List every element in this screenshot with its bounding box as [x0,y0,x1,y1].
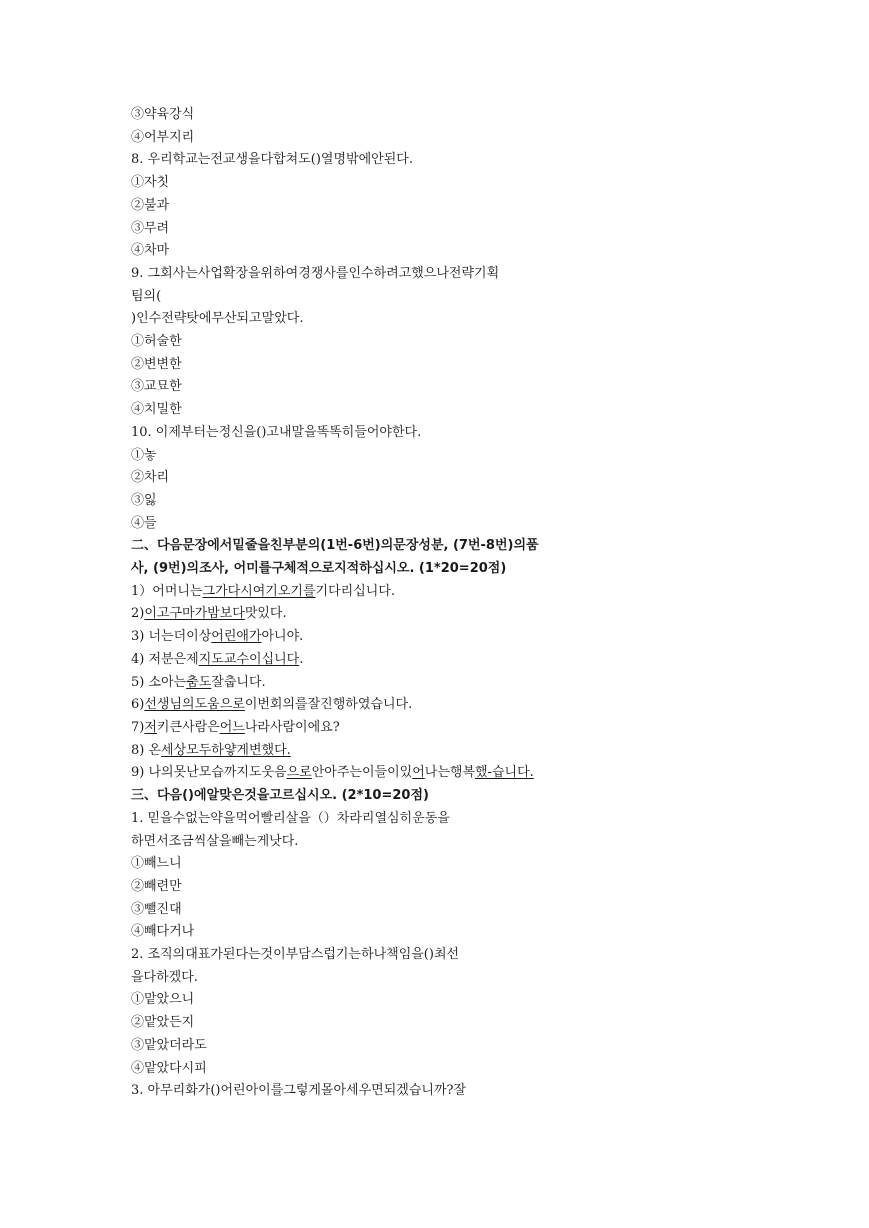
question-10: 10. 이제부터는정신을()고내말을똑똑히들어야한다. [131,424,422,440]
underlined-part: 춤도 [186,674,212,690]
text-line: ①맡았으니 [131,992,195,1008]
text-line: ③맡았더라도 [131,1037,207,1053]
question-1: 1. 믿을수없는약을먹어빨리살을（）차라리열심히운동을 [131,810,450,826]
question-9: 9. 그회사는사업확장을위하여경쟁사를인수하려고했으나전략기획 [131,265,500,281]
text-line: ①빼느니 [131,856,182,872]
text-line: ②빼련만 [131,878,182,894]
text-line: 을다하겠다. [131,969,198,985]
underlined-part: 지도교수이십니다 [198,651,300,667]
text-line: ②차리 [131,470,170,486]
text-line: ②맡았든지 [131,1015,195,1031]
sentence-item-5: 5) 소아는춤도잘춥니다. [131,674,266,690]
text-line: 하면서조금씩살을빼는게낫다. [131,833,299,849]
sentence-item-1: 1）어머니는그가다시여기오기를기다리십니다. [131,583,396,599]
text-line: ④차마 [131,243,170,259]
text-line: ②변변한 [131,356,182,372]
text-line: ③무려 [131,220,170,236]
sentence-item-4: 4) 저분은제지도교수이십니다. [131,651,304,667]
text-line: ④빼다거나 [131,924,195,940]
text-line: ④어부지리 [131,129,195,145]
underlined-part: 이고구마가밤보다 [144,606,245,622]
section-3-title: 三、다음()에알맞은것을고르십시오. (2*10=20점) [131,788,429,804]
text-line: ③약육강식 [131,107,195,122]
underlined-part: 저 [144,719,157,735]
text-line: ①놓 [131,447,157,463]
underlined-part: 으로 [286,765,312,781]
text-line: ③뺄진대 [131,901,182,917]
question-2: 2. 조직의대표가된다는것이부담스럽기는하나책임을()최선 [131,947,460,963]
sentence-item-7: 7)저키큰사람은어느나라사람이에요? [131,719,340,735]
text-line: 팀의( [131,288,162,304]
underlined-part: 어린애가 [211,629,262,645]
sentence-item-9: 9) 나의못난모습까지도웃음으로안아주는이들이있어나는행복했-습니다. [131,765,534,781]
text-line: ③교묘한 [131,379,182,395]
section-2-title: 二、다음문장에서밑줄을친부분의(1번-6번)의문장성분, (7번-8번)의품 [131,538,539,554]
text-line: ①자칫 [131,175,170,191]
text-line: ③잃 [131,492,157,508]
text-line: ④치밀한 [131,402,182,418]
text-line: ②불과 [131,197,170,213]
document-page [131,104,731,1103]
question-8: 8. 우리학교는전교생을다합쳐도()열명밖에안된다. [131,152,413,168]
text-line: ①허술한 [131,334,182,350]
underlined-part: 선생님의도움으로 [144,697,245,713]
sentence-item-2: 2)이고구마가밤보다맛있다. [131,606,287,622]
underlined-part: 했-습니다. [475,765,534,781]
underlined-part: 세상모두하얗게변했다. [161,742,291,758]
text-line: ④들 [131,515,157,531]
underlined-part: 그가다시여기오기를 [202,583,316,599]
text-line: )인수전략탓에무산되고말았다. [131,311,304,327]
sentence-item-6: 6)선생님의도움으로이번회의를잘진행하였습니다. [131,697,413,713]
text-line: ④맡았다시피 [131,1060,207,1076]
question-3: 3. 아무리화가()어린아이를그렇게몰아세우면되겠습니까?잘 [131,1083,467,1099]
underlined-part: 어 [412,765,425,781]
section-2-title: 사, (9번)의조사, 어미를구체적으로지적하십시오. (1*20=20점) [131,561,507,577]
underlined-part: 어느 [219,719,245,735]
sentence-item-3: 3) 너는더이상어린애가아니야. [131,629,304,645]
sentence-item-8: 8) 온세상모두하얗게변했다. [131,742,291,758]
